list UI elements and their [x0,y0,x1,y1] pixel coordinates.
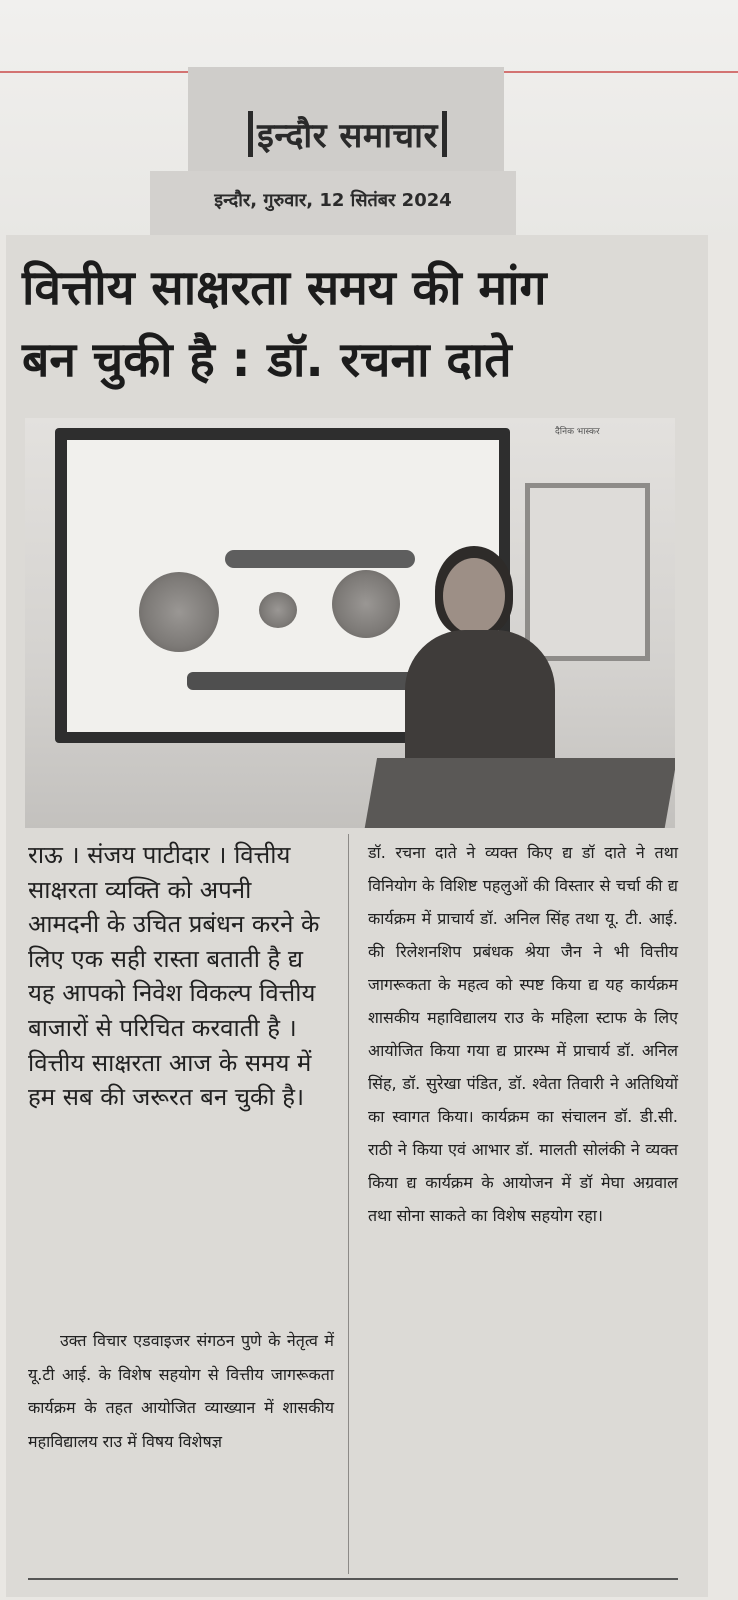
article-photo [25,418,675,828]
masthead-title-text: इन्दौर समाचार [257,116,438,156]
masthead-title [205,103,490,165]
masthead-bar-left [248,111,253,157]
speaker-face [443,558,505,634]
body-right-paragraph: डॉ. रचना दाते ने व्यक्त किए द्य डॉ दाते ने तथा विनियोग के विशिष्ट पहलुओं की विस्तार से चर्चा की द्य कार्यक्रम में प्राचार्य डॉ. अनिल सिंह तथा यू. टी. आई. की रिलेशनशिप प्रबंधक श्रेया जैन ने भी वित्तीय जागरूकता के महत्व को स्पष्ट किया द्य यह कार्यक्रम शासकीय महाविद्यालय राउ के महिला स्टाफ के लिए आयोजित किया गया द्य प्रारम्भ में प्राचार्य डॉ. अनिल सिंह, डॉ. सुरेखा पंडित, डॉ. श्वेता तिवारी ने अतिथियों का स्वागत किया। कार्यक्रम का संचालन डॉ. डी.सी. राठी ने किया एवं आभार डॉ. मालती सोलंकी ने व्यक्त किया द्य कार्यक्रम के आयोजन में डॉ मेघा अग्रवाल तथा सोना साकते का विशेष सहयोग रहा। [368,843,678,1225]
headline-line-1: वित्तीय साक्षरता समय की मांग [22,260,547,316]
headline-line-2: बन चुकी है : डॉ. रचना दाते [22,332,512,388]
article-body-right [368,836,678,1232]
column-divider [348,834,349,1574]
slide-pizza-slice [259,592,297,628]
slide-pizza-right [332,570,400,638]
speaker-body [405,630,555,770]
photo-caption: दैनिक भास्कर [555,427,600,437]
masthead-bar-right [442,111,447,157]
dateline: इन्दौर, गुरुवार, 12 सितंबर 2024 [214,190,452,211]
wall-door [525,483,650,661]
body-left-paragraph: उक्त विचार एडवाइजर संगठन पुणे के नेतृत्व में यू.टी आई. के विशेष सहयोग से वित्तीय जागरूकता कार्यक्रम के तहत आयोजित व्याख्यान में शासकीय महाविद्यालय राउ में विषय विशेषज्ञ [28,1331,334,1451]
bottom-rule [28,1578,678,1580]
slide-footer-bar [187,672,437,690]
headline [22,252,702,396]
slide-banner [225,550,415,568]
article-body-left [28,1324,334,1458]
lectern [363,758,675,828]
lead-paragraph: राऊ । संजय पाटीदार । वित्तीय साक्षरता व्यक्ति को अपनी आमदनी के उचित प्रबंधन करने के लिए एक सही रास्ता बताती है द्य यह आपको निवेश विकल्प वित्तीय बाजारों से परिचित करवाती है । वित्तीय साक्षरता आज के समय में हम सब की जरूरत बन चुकी है। [28,841,320,1112]
slide-pizza-left [139,572,219,652]
article-lead [28,838,328,1115]
